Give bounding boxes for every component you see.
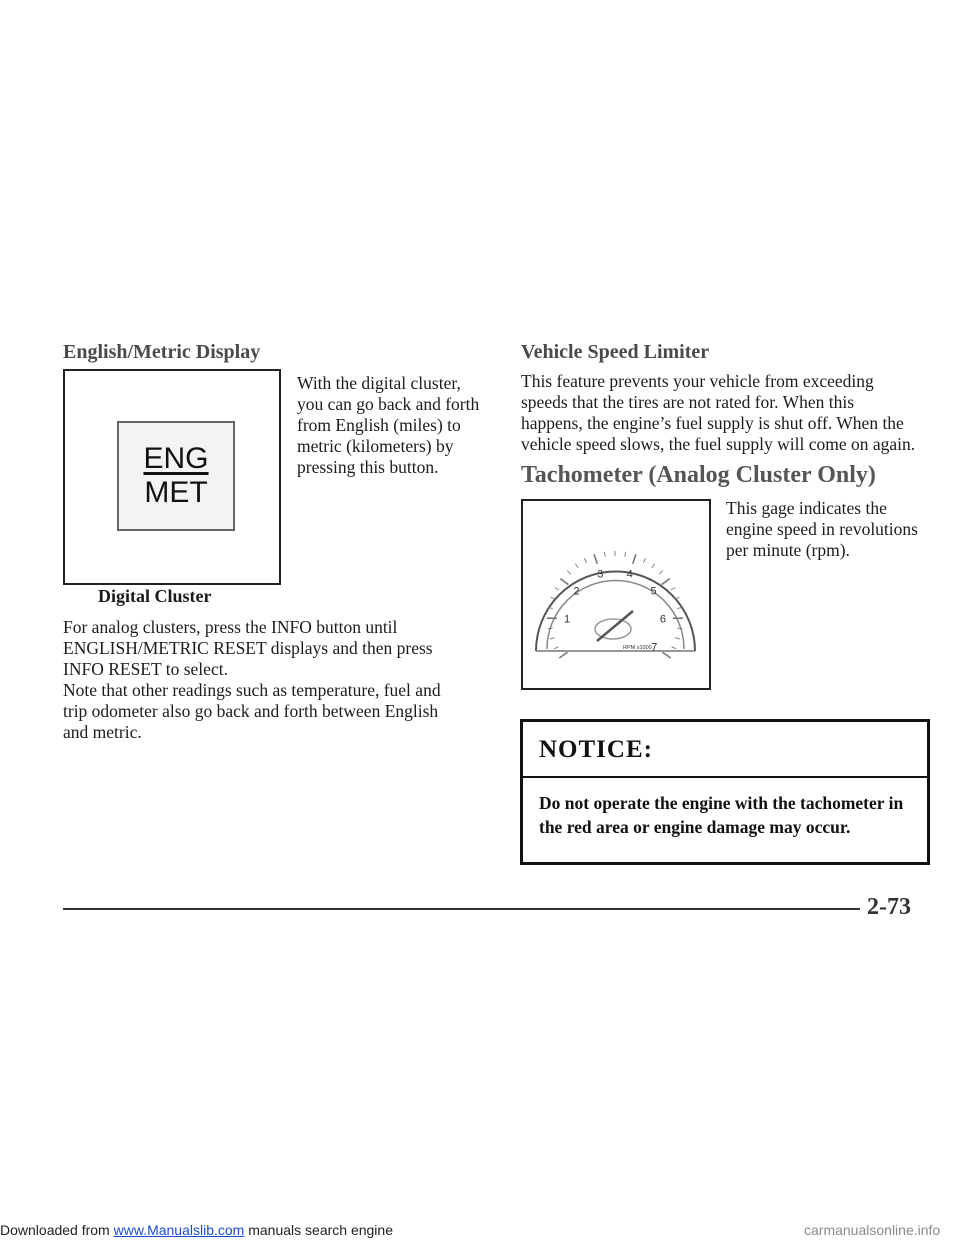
gauge-tick xyxy=(625,552,626,557)
rpm-unit-label: RPM x1000 xyxy=(623,645,652,651)
gauge-tick xyxy=(554,647,558,649)
gauge-tick xyxy=(663,652,671,658)
text-line: per minute (rpm). xyxy=(726,540,850,560)
notice-body xyxy=(539,791,919,839)
digital-cluster-description xyxy=(297,373,497,478)
english-metric-heading: English/Metric Display xyxy=(63,341,261,363)
gauge-tick xyxy=(643,558,645,562)
text-line: metric (kilometers) by xyxy=(297,436,454,456)
text-line: INFO RESET to select. xyxy=(63,659,228,679)
notice-divider xyxy=(523,776,927,778)
text-line: vehicle speed slows, the fuel supply will come on again. xyxy=(521,434,916,454)
speed-limiter-paragraph xyxy=(521,371,941,455)
text-line: the red area or engine damage may occur. xyxy=(539,817,851,837)
eng-label: ENG xyxy=(143,442,209,475)
download-footer xyxy=(0,1222,393,1238)
gauge-tick xyxy=(584,558,586,562)
text-line: speeds that the tires are not rated for. When this xyxy=(521,392,855,412)
notice-box xyxy=(520,719,930,865)
tachometer-illustration xyxy=(521,499,711,690)
gauge-tick xyxy=(662,579,670,585)
gauge-number: 5 xyxy=(650,585,657,598)
gauge-tick xyxy=(652,564,655,568)
readings-paragraph xyxy=(63,680,503,743)
tachometer-gauge-drawing xyxy=(523,501,709,688)
page-number: 2-73 xyxy=(867,894,911,920)
speed-limiter-heading: Vehicle Speed Limiter xyxy=(521,341,710,363)
gauge-tick xyxy=(555,588,559,590)
met-label: MET xyxy=(144,476,208,509)
gauge-tick xyxy=(604,552,605,557)
footer-suffix: manuals search engine xyxy=(244,1222,393,1238)
text-line: For analog clusters, press the INFO button until xyxy=(63,617,398,637)
gauge-tick xyxy=(659,571,663,575)
tachometer-description xyxy=(726,498,936,561)
gauge-tick xyxy=(675,638,680,639)
tachometer-heading: Tachometer (Analog Cluster Only) xyxy=(521,462,876,488)
figure-caption: Digital Cluster xyxy=(98,586,212,606)
text-line: With the digital cluster, xyxy=(297,373,461,393)
gauge-tick xyxy=(550,638,555,639)
gauge-tick xyxy=(633,554,636,564)
gauge-tick xyxy=(548,628,553,629)
watermark-text: carmanualsonline.info xyxy=(804,1222,941,1238)
gauge-tick xyxy=(567,571,571,575)
text-line: This gage indicates the xyxy=(726,498,887,518)
eng-met-button xyxy=(117,421,235,531)
gauge-number: 6 xyxy=(659,613,667,626)
gauge-tick xyxy=(677,608,682,609)
text-line: from English (miles) to xyxy=(297,415,461,435)
text-line: happens, the engine’s fuel supply is shut off. When the xyxy=(521,413,904,433)
bottom-rule xyxy=(63,908,860,910)
gauge-number: 3 xyxy=(597,568,604,581)
gauge-number: 2 xyxy=(573,585,580,598)
gauge-tick xyxy=(560,579,568,585)
text-line: Note that other readings such as temperature, fuel and xyxy=(63,680,441,700)
text-line: and metric. xyxy=(63,722,142,742)
notice-title: NOTICE: xyxy=(539,736,653,763)
gauge-number: 7 xyxy=(651,641,658,654)
text-line: trip odometer also go back and forth between English xyxy=(63,701,439,721)
gauge-tick xyxy=(672,647,676,649)
manualslib-link[interactable]: www.Manualslib.com xyxy=(113,1222,245,1238)
text-line: you can go back and forth xyxy=(297,394,480,414)
text-line: This feature prevents your vehicle from exceeding xyxy=(521,371,874,391)
text-line: ENGLISH/METRIC RESET displays and then press xyxy=(63,638,433,658)
gauge-tick-marks xyxy=(547,551,683,658)
gauge-tick xyxy=(671,588,675,590)
gauge-tick xyxy=(594,554,597,564)
gauge-tick xyxy=(551,597,556,599)
gauge-number: 1 xyxy=(563,613,571,626)
gauge-number: 4 xyxy=(626,568,633,581)
text-line: Do not operate the engine with the tachometer in xyxy=(539,793,904,813)
text-line: pressing this button. xyxy=(297,457,439,477)
text-line: engine speed in revolutions xyxy=(726,519,918,539)
gauge-tick xyxy=(559,652,567,658)
gauge-needle xyxy=(597,611,633,641)
analog-cluster-paragraph xyxy=(63,617,503,680)
footer-prefix: Downloaded from xyxy=(0,1222,114,1238)
gauge-tick xyxy=(575,564,578,568)
